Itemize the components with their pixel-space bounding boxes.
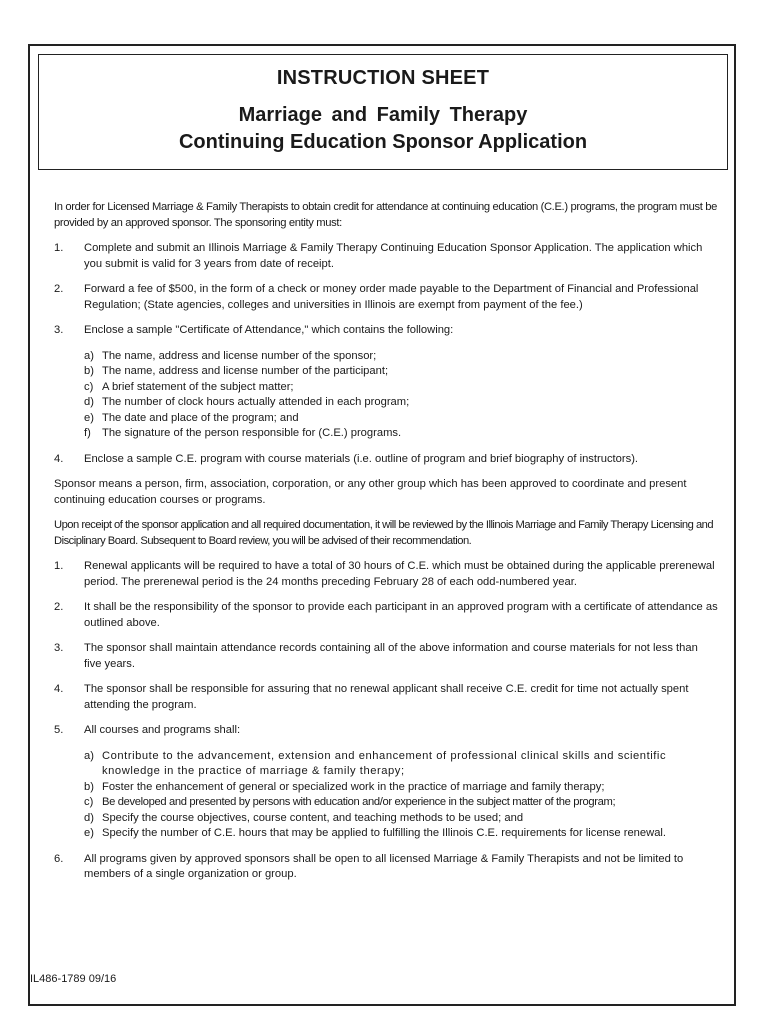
intro-paragraph: In order for Licensed Marriage & Family Therapists to obtain credit for attendance at continuing education (C.E.) programs, the program must be provided by an approved sponsor. The sponsoring entity must: [54, 201, 717, 229]
list-item [84, 749, 718, 780]
header-box [38, 54, 728, 170]
review-paragraph: Upon receipt of the sponsor application and all required documentation, it will be reviewed by the Illinois Marriage and Family Therapy Licensing and Disciplinary Board. Subsequent to Board review, you will be advised of their recommendation. [54, 519, 714, 547]
rule-text: All courses and programs shall: [84, 724, 241, 736]
list-letter: a) [84, 749, 94, 762]
step-text: Enclose a sample C.E. program with course materials (i.e. outline of program and brief biography of instructors). [84, 452, 639, 465]
rule-item [54, 600, 718, 631]
list-item [84, 411, 718, 427]
rule-text: It shall be the responsibility of the sponsor to provide each participant in an approved program with a certificate of attendance as outlined above. [84, 601, 718, 629]
list-letter: e) [84, 411, 94, 424]
sponsor-definition: Sponsor means a person, firm, association, corporation, or any other group which has been approved to coordinate and present continuing education courses or programs. [54, 478, 687, 506]
list-item [84, 349, 718, 365]
rule-text: All programs given by approved sponsors shall be open to all licensed Marriage & Family Therapists and not be limited to members of a single organization or group. [84, 852, 684, 880]
list-text: The name, address and license number of the participant; [102, 365, 389, 377]
list-text: The date and place of the program; and [102, 411, 299, 424]
list-item [84, 780, 718, 796]
list-text: Specify the course objectives, course content, and teaching methods to be used; and [102, 811, 524, 824]
rule-number: 6. [54, 852, 64, 865]
page-title: INSTRUCTION SHEET [276, 67, 490, 89]
list-item [84, 826, 718, 842]
list-item [84, 395, 718, 411]
certificate-requirements-list [84, 349, 718, 442]
list-item [84, 426, 718, 442]
list-item [84, 380, 718, 396]
list-letter: f) [84, 427, 91, 439]
rule-item [54, 641, 718, 672]
list-letter: c) [84, 380, 94, 393]
list-letter: a) [84, 349, 94, 362]
rule-item [54, 682, 718, 713]
list-text: Contribute to the advancement, extension and enhancement of professional clinical skills and scientific knowledge in the practice of marriage & family therapy; [102, 749, 667, 777]
list-item [84, 811, 718, 827]
rule-item [54, 723, 718, 739]
form-number: IL486-1789 09/16 [30, 973, 117, 985]
step-item [54, 241, 718, 272]
rule-text: The sponsor shall be responsible for assuring that no renewal applicant shall receive C.E. credit for time not actually spent attending the program. [84, 683, 689, 711]
rule-number: 3. [54, 642, 64, 654]
step-text: Complete and submit an Illinois Marriage & Family Therapy Continuing Education Sponsor Application. The application which you submit is valid for 3 years from date of receipt. [84, 242, 703, 270]
step-number: 1. [54, 242, 64, 254]
document-body [54, 200, 718, 893]
list-text: The signature of the person responsible for (C.E.) programs. [102, 427, 402, 439]
course-requirements-list [84, 749, 718, 842]
list-text: Be developed and presented by persons with education and/or experience in the subject matter of the program; [102, 796, 616, 808]
step-text: Enclose a sample "Certificate of Attendance," which contains the following: [84, 324, 454, 336]
rule-item [54, 559, 718, 590]
step-item [54, 452, 718, 468]
rule-number: 1. [54, 560, 64, 572]
list-letter: d) [84, 396, 94, 408]
rule-number: 2. [54, 601, 64, 613]
subtitle-line-1: Marriage and Family Therapy [238, 104, 528, 126]
step-text: Forward a fee of $500, in the form of a check or money order made payable to the Department of Financial and Professional Regulation; (State agencies, colleges and universities in Illinois are exempt from payment of the fee.) [84, 283, 699, 311]
list-text: Foster the enhancement of general or specialized work in the practice of marriage and family therapy; [102, 780, 605, 793]
step-item [54, 282, 718, 313]
list-letter: e) [84, 827, 94, 839]
rule-number: 4. [54, 683, 64, 695]
rule-item [54, 852, 718, 883]
step-item [54, 323, 718, 339]
step-number: 3. [54, 324, 64, 336]
list-letter: b) [84, 780, 94, 793]
list-text: A brief statement of the subject matter; [102, 380, 294, 393]
list-item [84, 795, 718, 811]
list-letter: d) [84, 811, 94, 824]
step-number: 2. [54, 283, 64, 295]
list-text: The name, address and license number of the sponsor; [102, 349, 377, 362]
rule-number: 5. [54, 724, 64, 736]
rule-text: The sponsor shall maintain attendance records containing all of the above information and course materials for not less than five years. [84, 642, 698, 670]
list-letter: b) [84, 365, 94, 377]
list-item [84, 364, 718, 380]
list-text: The number of clock hours actually attended in each program; [102, 396, 410, 408]
list-text: Specify the number of C.E. hours that may be applied to fulfilling the Illinois C.E. requirements for license renewal. [102, 827, 667, 839]
subtitle-line-2: Continuing Education Sponsor Application [178, 131, 588, 153]
step-number: 4. [54, 452, 64, 465]
list-letter: c) [84, 796, 94, 808]
rule-text: Renewal applicants will be required to have a total of 30 hours of C.E. which must be obtained during the applicable prerenewal period. The prerenewal period is the 24 months preceding February 28 of each odd-numbered year. [84, 560, 715, 588]
